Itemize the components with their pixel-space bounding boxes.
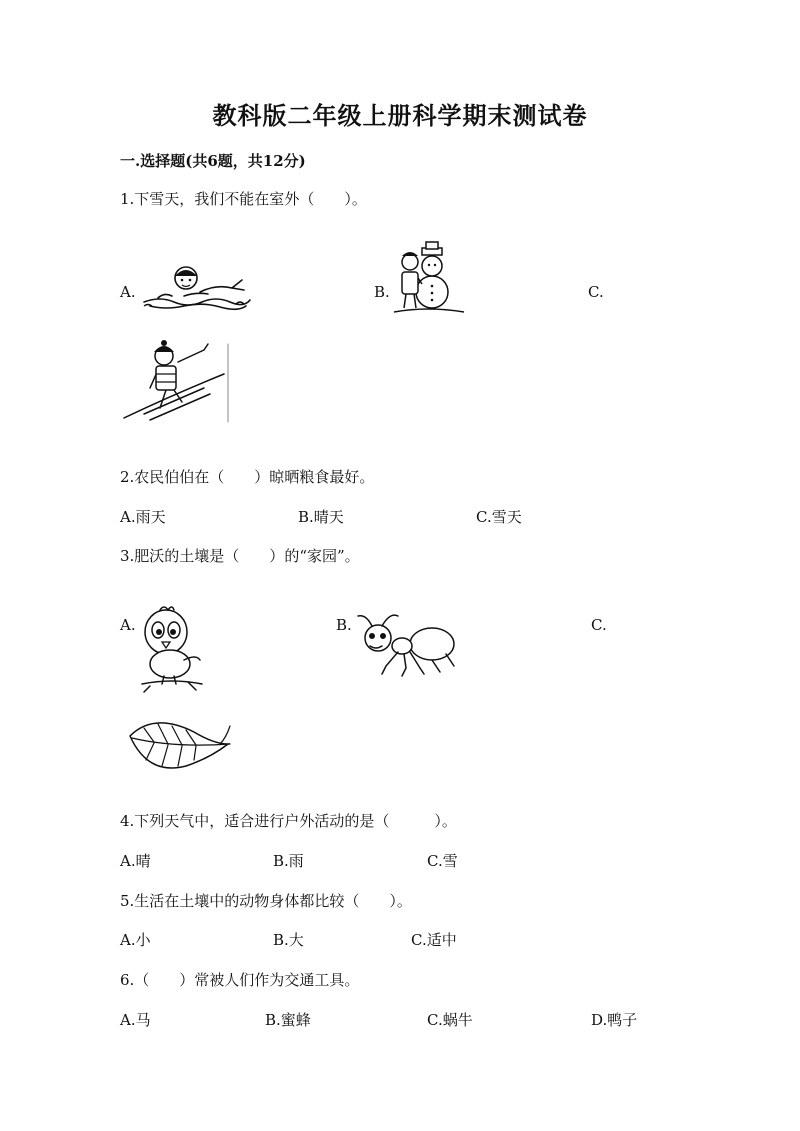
- leaf-image: [124, 714, 232, 776]
- question-1-option-b[interactable]: B.: [374, 283, 390, 301]
- question-2-text: 2.农民伯伯在（ ）晾晒粮食最好。: [120, 468, 375, 486]
- question-5-option-a[interactable]: A.小: [120, 931, 151, 949]
- question-6-option-b[interactable]: B.蜜蜂: [265, 1011, 311, 1029]
- question-3-option-c[interactable]: C.: [591, 616, 607, 634]
- chick-on-branch-image: [138, 602, 206, 694]
- question-6-text: 6.（ ）常被人们作为交通工具。: [120, 971, 360, 989]
- question-6-option-c[interactable]: C.蜗牛: [427, 1011, 473, 1029]
- question-2-option-c[interactable]: C.雪天: [476, 508, 522, 526]
- question-3-option-b[interactable]: B.: [336, 616, 352, 634]
- question-6-option-a[interactable]: A.马: [120, 1011, 151, 1029]
- question-4-text: 4.下列天气中，适合进行户外活动的是（ ）。: [120, 812, 457, 830]
- question-4-option-a[interactable]: A.晴: [120, 852, 151, 870]
- skiing-child-image: [120, 340, 232, 424]
- question-1-option-c[interactable]: C.: [588, 283, 604, 301]
- question-3-option-a[interactable]: A.: [120, 616, 136, 634]
- question-3-text: 3.肥沃的土壤是（ ）的“家园”。: [120, 547, 360, 565]
- question-5-text: 5.生活在土壤中的动物身体都比较（ ）。: [120, 892, 412, 910]
- question-1-option-a[interactable]: A.: [120, 283, 136, 301]
- section-heading: 一.选择题(共6题，共12分): [120, 152, 306, 170]
- question-6-option-d[interactable]: D.鸭子: [591, 1011, 638, 1029]
- question-5-option-c[interactable]: C.适中: [411, 931, 457, 949]
- question-4-option-c[interactable]: C.雪: [427, 852, 458, 870]
- ant-image: [352, 610, 458, 680]
- question-1-text: 1.下雪天，我们不能在室外（ ）。: [120, 190, 367, 208]
- child-with-snowman-image: [388, 240, 468, 318]
- swimming-child-image: [140, 262, 252, 312]
- question-5-option-b[interactable]: B.大: [273, 931, 304, 949]
- question-4-option-b[interactable]: B.雨: [273, 852, 304, 870]
- page-title: 教科版二年级上册科学期末测试卷: [212, 101, 588, 130]
- question-2-option-b[interactable]: B.晴天: [298, 508, 344, 526]
- question-2-option-a[interactable]: A.雨天: [120, 508, 166, 526]
